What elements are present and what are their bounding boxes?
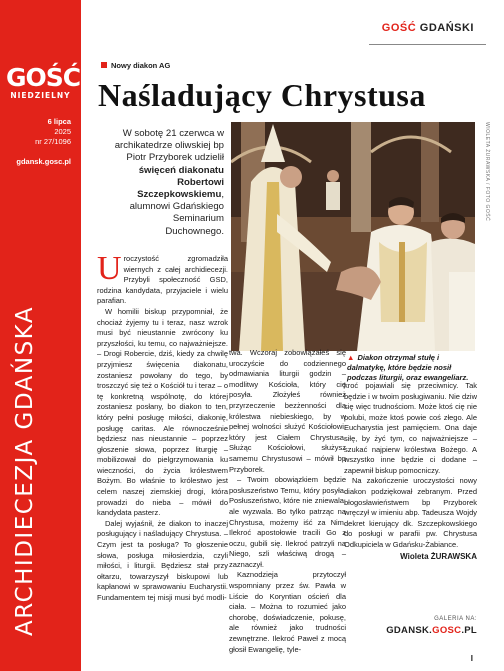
paragraph: roczystość zgromadziła wiernych z całej archidiecezji. Przybyli społeczność GSD, rodzina kandydata, przyjaciele i wielu parafian. <box>97 254 228 306</box>
page-number: I <box>470 654 473 663</box>
paragraph: W homilii biskup przypomniał, że chociaż żyjemy tu i teraz, nasz wzrok musi być nieustannie zwrócony ku przyszłości, ku temu, co najważniejsze. – Drogi Robercie, dziś, kiedy za chwilę przyjmiesz święcenia diakonatu, zostaniesz powołany do tego, by troszczyć się też o Kościół tu i teraz – o tę konkretną wspólnotę, do której zostaniesz posłany, bo diakon to ten, który pełni posługę miłości, diakonię, posługę caritas. Ale równocześnie będziesz nas nieustannie – poprzez głoszenie słowa, poprzez liturgię – mobilizował do pielgrzymowania ku wieczności, do życia królestwem Bożym. Bo właśnie to królestwo jest celem naszej ziemskiej drogi, która prowadzi do nieba – mówił do kandydata pasterz. <box>97 306 228 518</box>
paragraph: twa. Wczoraj zobowiązałeś się uroczyście do codziennego odmawiania liturgii godzin – modlitwy Kościoła, który cię posyła. Złożyłeś również przyrzeczenie bezżenności dla królestwa niebieskiego, by w pełnej wolności służyć Kościołowi, który jest Ciałem Chrystusa. Służąc Kościołowi, służysz samemu Chrystusowi – mówił bp Przyborek. <box>229 348 346 474</box>
kicker <box>101 61 170 70</box>
paragraph: kroć pojawiali się przeciwnicy. Tak będzie i w twoim posługiwaniu. Nie dziw się więc trudnościom. Może ktoś cię nie polubi, może ktoś powie coś złego. Ale Eucharystia jest pamięciem. Ona daje siłę, by żyć tym, co najważniejsze – szukać najpierw królestwa Bożego. A wszystko inne będzie ci dodane – zapewnił biskup pomocniczy. <box>344 381 477 475</box>
gallery-link-part-3: .PL <box>461 625 477 636</box>
paragraph: Na zakończenie uroczystości nowy diakon podziękował zebranym. Przed błogosławieństwem bp Przyborek wręczył w imieniu abp. Tadeusza Wojdy dekret kierujący dk. Szczepkowskiego do posługi w parafii pw. Chrystusa Odkupiciela w Gdańsku-Żabiance. <box>344 476 477 549</box>
site-link[interactable]: gdansk.gosc.pl <box>16 157 71 166</box>
kicker-text: Nowy diakon AG <box>111 61 171 70</box>
issue-number: nr 27/1096 <box>35 137 71 146</box>
article-lead <box>114 128 224 238</box>
photo-credit: WIOLETA ŻURAWSKA / FOTO GOŚĆ <box>484 122 490 222</box>
logo-sub-text: NIEDZIELNY <box>10 91 71 100</box>
header-brand-gosc: GOŚĆ <box>381 22 417 34</box>
paragraph: Kaznodzieja przytoczył wspomniany przez św. Pawła w Liście do Koryntian oścień dla ciała. – Można to rozumieć jako chorobę, doświadczenie, pokusę, ale również jako trudności zewnętrzne. Ilekroć Paweł z mocą głosił Ewangelię, tyle- <box>229 570 346 654</box>
gallery-link-part-2: GOSC <box>432 625 462 636</box>
gallery-link-part-1: GDANSK. <box>386 625 433 636</box>
photo-caption <box>347 353 477 383</box>
text-column-3 <box>344 381 477 562</box>
caption-text: Diakon otrzymał stułę i dalmatykę, które będzie nosił podczas liturgii, oraz ewangeliarz. <box>347 353 469 382</box>
issue-date: 6 lipca <box>47 117 71 126</box>
article-title: Naśladujący Chrystusa <box>98 77 426 113</box>
logo-main-text: GOŚĆ <box>6 63 81 92</box>
paragraph: Dalej wyjaśnił, że diakon to inaczej posługujący i naśladujący Chrystusa. – Czym jest ta posługa? To głoszenie słowa, posługa miłosierdzia, czyli miłości, i liturgii. Będziesz stał przy ołtarzu, towarzyszył biskupowi lub kapłanowi w sprawowaniu Eucharystii. Fundamentem tej misji musi być modli- <box>97 518 228 602</box>
gallery-link[interactable] <box>386 625 477 636</box>
sidebar <box>0 0 81 671</box>
text-column-1 <box>97 250 228 604</box>
header-brand-gdanski: GDAŃSKI <box>419 22 474 34</box>
lead-part-1: W sobotę 21 czerwca w archikatedrze oliwskiej bp Piotr Przyborek udzielił <box>114 128 224 164</box>
section-vertical-title: ARCHIDIECEZJA GDAŃSKA <box>12 305 38 636</box>
issue-year: 2025 <box>54 127 71 136</box>
kicker-square-icon <box>101 62 107 68</box>
text-column-2 <box>229 348 346 655</box>
dropcap: U <box>97 250 122 287</box>
author-signature: Wioleta ŻURAWSKA <box>400 551 477 561</box>
lead-bold: święceń diakonatu Robertowi Szczepkowskiemu <box>137 164 224 201</box>
issue-info <box>35 117 71 147</box>
header-brand <box>382 22 474 34</box>
paragraph: – Twoim obowiązkiem będzie posłuszeństwo Temu, który posyła. Posłuszeństwo, które nie zniewala, ale wyzwala. Bo tylko patrząc na Chrystusa, możemy iść za Nim. Ilekroć apostołowie tracili Go z oczu, gubili się. Ilekroć patrzyli na Niego, szli właściwą drogą – zaznaczył. <box>229 475 346 569</box>
gosc-niedzielny-logo <box>6 63 81 100</box>
caption-triangle-icon: ▲ <box>347 353 355 362</box>
ordination-photo <box>231 122 475 351</box>
lead-part-2: , alumnowi Gdańskiego Seminarium Duchownego. <box>129 189 224 237</box>
header-rule <box>369 44 486 45</box>
gallery-label: GALERIA NA: <box>434 616 477 622</box>
ordination-photo-illustration <box>231 122 475 351</box>
